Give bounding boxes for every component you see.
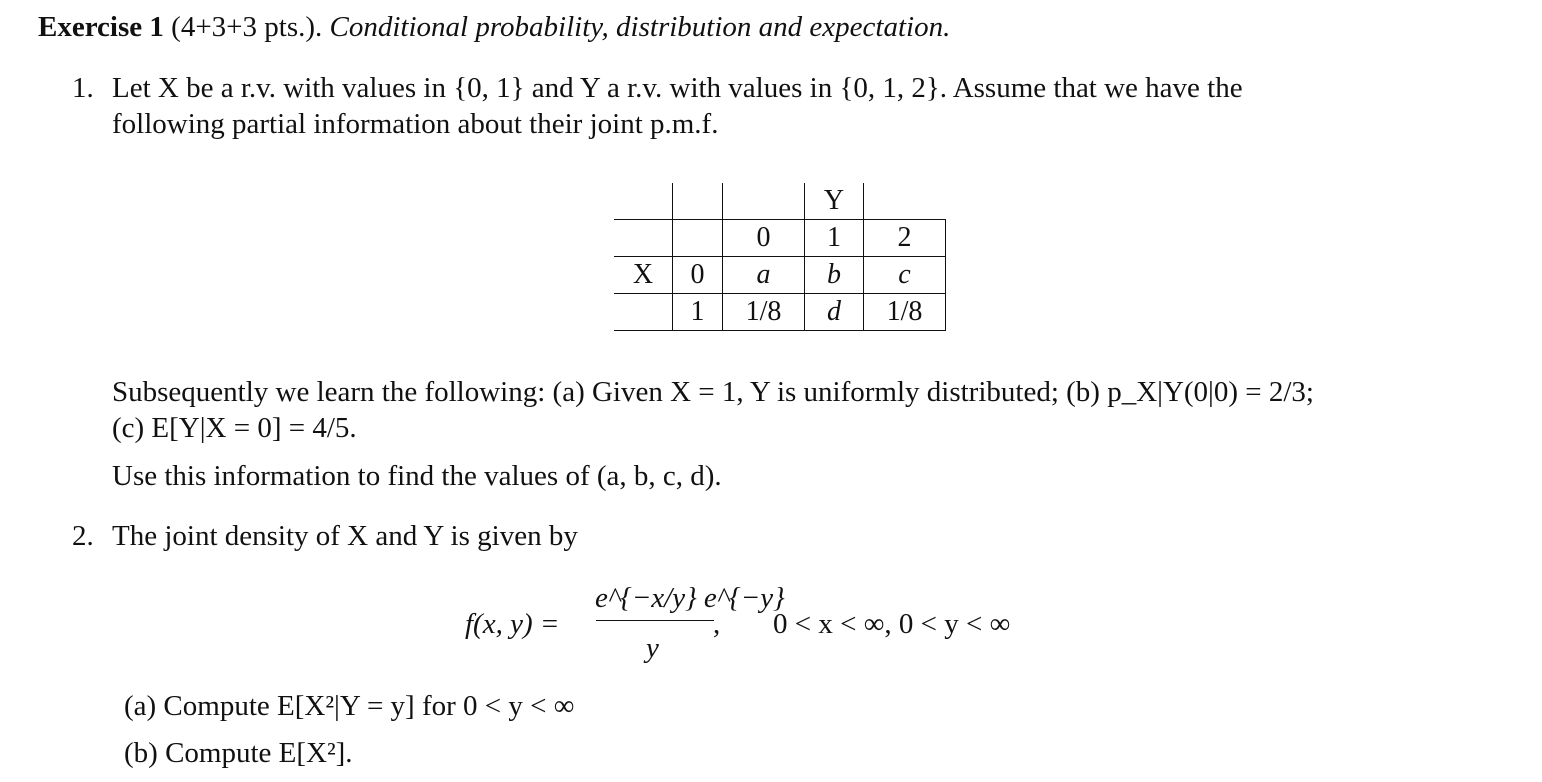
- table-cell-empty: [864, 183, 946, 220]
- joint-density-formula: [465, 582, 1105, 662]
- table-cell-empty: [614, 294, 673, 331]
- item1-text-line2: following partial information about their joint p.m.f.: [112, 108, 719, 140]
- exercise-subtitle: Conditional probability, distribution and expectation.: [329, 11, 951, 43]
- table-col-variable: Y: [805, 183, 864, 220]
- item1-number: 1.: [72, 72, 94, 104]
- table-col-header: 1: [805, 220, 864, 257]
- table-col-header: 0: [723, 220, 805, 257]
- formula-numerator: e^{−x/y} e^{−y}: [595, 582, 785, 614]
- table-header-row-var: [614, 183, 946, 220]
- table-cell-empty: [614, 183, 673, 220]
- exercise-heading: [38, 13, 950, 42]
- table-row: [614, 294, 946, 331]
- subsequent-line2: (c) E[Y|X = 0] = 4/5.: [112, 412, 357, 444]
- table-row-header: 1: [673, 294, 723, 331]
- table-cell: b: [805, 257, 864, 294]
- item2-number: 2.: [72, 520, 94, 552]
- joint-pmf-table: [614, 183, 946, 331]
- table-cell: 1/8: [723, 294, 805, 331]
- item1-line1-text: Let X be a r.v. with values in {0, 1} and Y a r.v. with values in {0, 1, 2}. Assume that we have the: [112, 72, 1243, 104]
- item1-text-line1: [112, 74, 1243, 103]
- subitem-b: (b) Compute E[X²].: [124, 737, 353, 769]
- use-info-text: Use this information to find the values of (a, b, c, d).: [112, 460, 722, 492]
- formula-domain: 0 < x < ∞, 0 < y < ∞: [773, 608, 1011, 640]
- table-cell: a: [723, 257, 805, 294]
- table-cell: 1/8: [864, 294, 946, 331]
- formula-denominator: y: [646, 632, 659, 664]
- table-row-header: 0: [673, 257, 723, 294]
- item2-text: The joint density of X and Y is given by: [112, 520, 578, 552]
- formula-comma: ,: [713, 608, 721, 640]
- table-row-variable: X: [614, 257, 673, 294]
- table-cell: d: [805, 294, 864, 331]
- table-cell-empty: [673, 183, 723, 220]
- pmf-table: [614, 183, 946, 331]
- table-cell-empty: [723, 183, 805, 220]
- table-col-header: 2: [864, 220, 946, 257]
- formula-lhs: f(x, y) =: [465, 608, 560, 640]
- table-header-row-values: [614, 220, 946, 257]
- table-cell: c: [864, 257, 946, 294]
- subitem-a: (a) Compute E[X²|Y = y] for 0 < y < ∞: [124, 690, 575, 722]
- table-cell-empty: [614, 220, 673, 257]
- table-row: [614, 257, 946, 294]
- subsequent-line1: Subsequently we learn the following: (a) Given X = 1, Y is uniformly distributed; (b) p_X|Y(0|0) = 2/3;: [112, 376, 1314, 408]
- exercise-title: Exercise 1: [38, 11, 164, 43]
- fraction-bar: [596, 620, 714, 621]
- exercise-points: (4+3+3 pts.).: [171, 11, 323, 43]
- table-cell-empty: [673, 220, 723, 257]
